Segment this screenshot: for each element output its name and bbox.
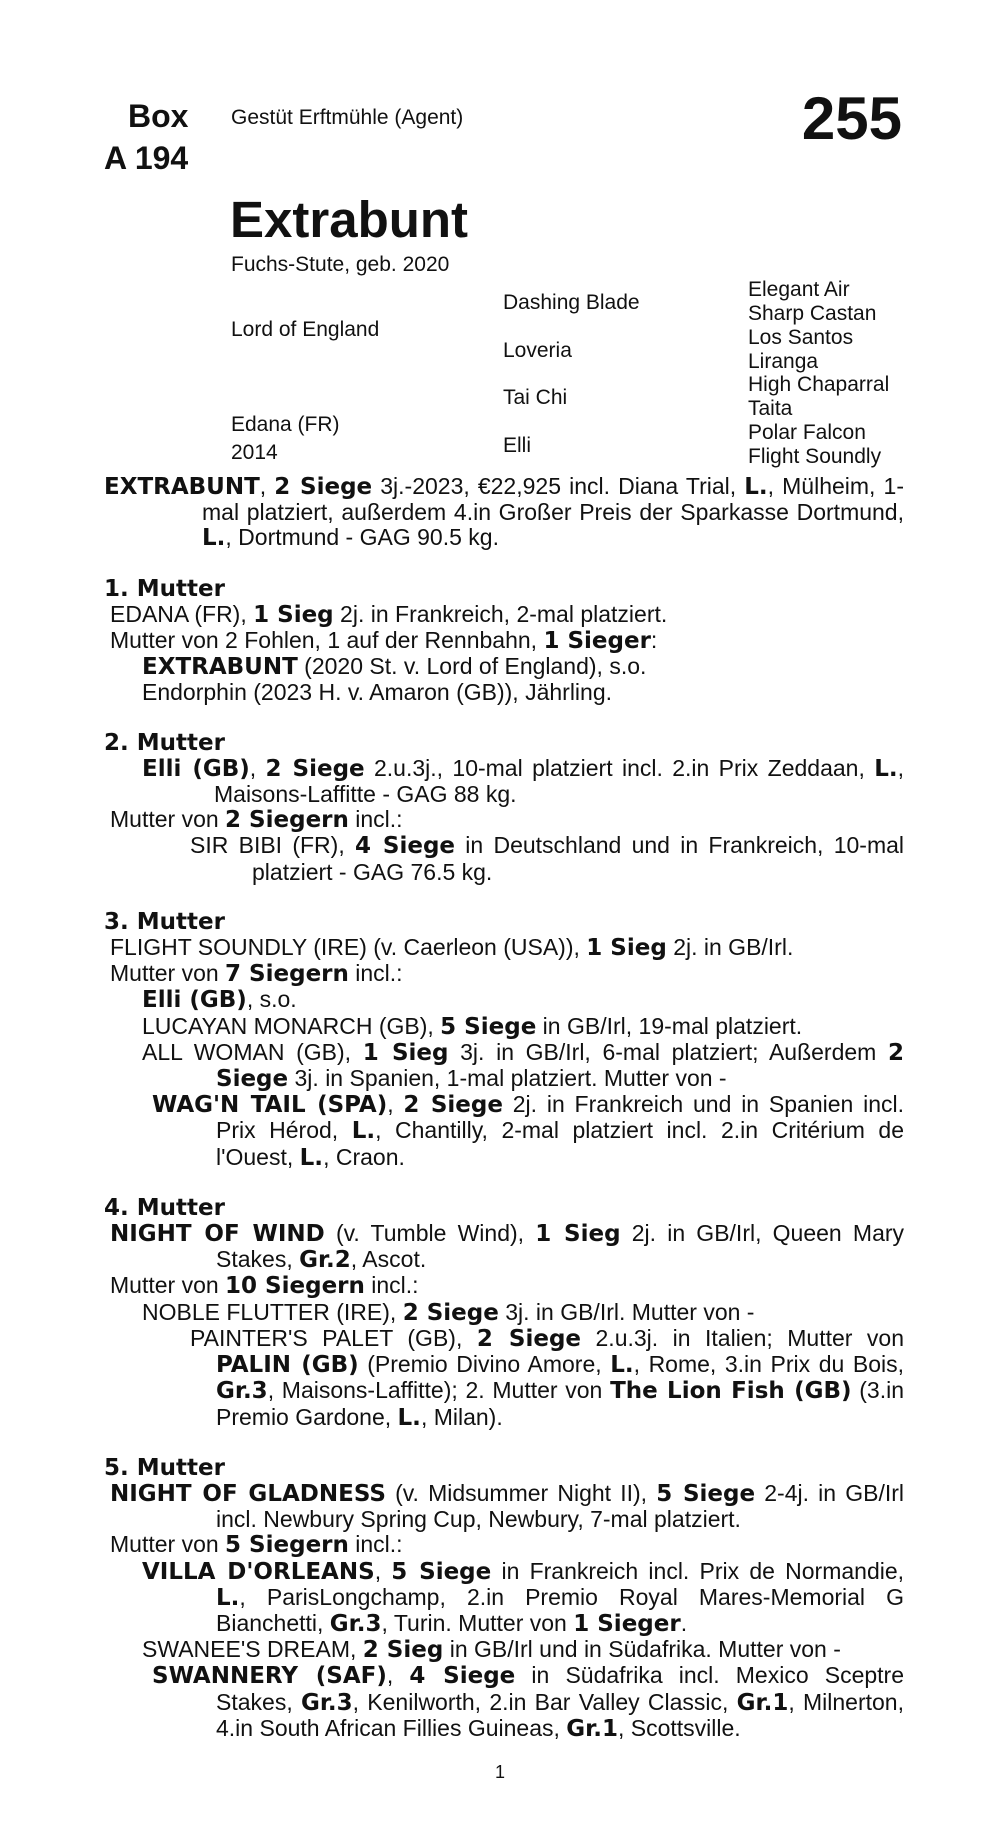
pedigree-great-grandparent: Flight Soundly <box>748 445 882 468</box>
pedigree-sire: Lord of England <box>231 318 380 341</box>
produce-summary: Mutter von 2 Fohlen, 1 auf der Rennbahn, 1 Sieger: <box>110 627 658 655</box>
produce-item: Elli (GB), s.o. <box>142 986 297 1014</box>
dam-entry: Elli (GB), 2 Siege 2.u.3j., 10-mal platziert incl. 2.in Prix Zeddaan, L., Maisons-Laffitte - GAG 88 kg. <box>142 754 904 808</box>
horse-description: Fuchs-Stute, geb. 2020 <box>231 253 450 276</box>
produce-item: SWANNERY (SAF), 4 Siege in Südafrika incl. Mexico Sceptre Stakes, Gr.3, Kenilworth, 2.in Bar Valley Classic, Gr.1, Milnerton, 4.in South African Fillies Guineas, Gr.1, Scottsville. <box>152 1662 905 1742</box>
section-fifth-dam <box>104 1456 904 1742</box>
lot-number: 255 <box>801 85 902 152</box>
section-heading: 1. Mutter <box>104 575 225 602</box>
pedigree-dam: Edana (FR) <box>231 413 340 436</box>
horse-name: Extrabunt <box>230 191 469 248</box>
pedigree-great-grandparent: Liranga <box>748 350 819 373</box>
produce-item: Endorphin (2023 H. v. Amaron (GB)), Jährling. <box>142 679 613 706</box>
produce-item: LUCAYAN MONARCH (GB), 5 Siege in GB/Irl, 19-mal platziert. <box>142 1012 803 1040</box>
produce-summary: Mutter von 2 Siegern incl.: <box>110 806 403 834</box>
section-third-dam <box>104 910 904 1171</box>
produce-item: VILLA D'ORLEANS, 5 Siege in Frankreich incl. Prix de Normandie, L., ParisLongchamp, 2.in Premio Royal Mares-Memorial G Bianchetti, Gr.3, Turin. Mutter von 1 Sieger. <box>142 1557 905 1637</box>
dam-entry: FLIGHT SOUNDLY (IRE) (v. Caerleon (USA)), 1 Sieg 2j. in GB/Irl. <box>110 934 794 962</box>
pedigree-dam-year: 2014 <box>231 441 278 464</box>
pedigree-great-grandparent: High Chaparral <box>748 373 890 396</box>
box-number: A 194 <box>104 140 189 176</box>
produce-item: EXTRABUNT (2020 St. v. Lord of England), s.o. <box>142 653 647 681</box>
pedigree-grandparent: Tai Chi <box>503 386 568 409</box>
dam-entry: EDANA (FR), 1 Sieg 2j. in Frankreich, 2-mal platziert. <box>110 600 668 628</box>
page-number: 1 <box>494 1762 505 1782</box>
pedigree-great-grandparent: Elegant Air <box>748 278 850 301</box>
produce-item: PAINTER'S PALET (GB), 2 Siege 2.u.3j. in Italien; Mutter von PALIN (GB) (Premio Divino Amore, L., Rome, 3.in Prix du Bois, Gr.3, Maisons-Laffitte); 2. Mutter von The Lion Fish (GB) (3.in Premio Gardone, L., Milan). <box>190 1324 904 1431</box>
produce-item: SWANEE'S DREAM, 2 Sieg in GB/Irl und in Südafrika. Mutter von - <box>142 1636 841 1664</box>
dam-entry: NIGHT OF GLADNESS (v. Midsummer Night II), 5 Siege 2-4j. in GB/Irl incl. Newbury Spring Cup, Newbury, 7-mal platziert. <box>110 1479 904 1533</box>
section-heading: 4. Mutter <box>104 1194 225 1221</box>
pedigree-grandparent: Dashing Blade <box>503 291 640 314</box>
pedigree-great-grandparent: Polar Falcon <box>748 421 866 444</box>
section-fourth-dam <box>104 1196 904 1431</box>
pedigree-great-grandparent: Taita <box>748 397 793 420</box>
race-record: EXTRABUNT, 2 Siege 3j.-2023, €22,925 incl. Diana Trial, L., Mülheim, 1-mal platziert, außerdem 4.in Großer Preis der Sparkasse Dortmund, L., Dortmund - GAG 90.5 kg. <box>104 473 905 552</box>
produce-summary: Mutter von 10 Siegern incl.: <box>110 1272 419 1300</box>
produce-item: SIR BIBI (FR), 4 Siege in Deutschland und in Frankreich, 10-mal platziert - GAG 76.5 kg. <box>190 832 905 885</box>
horse-name-caps: EXTRABUNT <box>104 474 260 500</box>
section-heading: 3. Mutter <box>104 908 225 935</box>
produce-summary: Mutter von 5 Siegern incl.: <box>110 1531 403 1559</box>
wins: 2 Siege <box>274 474 373 500</box>
seller: Gestüt Erftmühle (Agent) <box>231 106 464 129</box>
produce-item: WAG'N TAIL (SPA), 2 Siege 2j. in Frankreich und in Spanien incl. Prix Hérod, L., Chantilly, 2-mal platziert incl. 2.in Critérium de l'Ouest, L., Craon. <box>152 1091 905 1171</box>
box-label: Box <box>128 98 189 134</box>
pedigree-grandparent: Elli <box>503 434 532 457</box>
dam-entry: NIGHT OF WIND (v. Tumble Wind), 1 Sieg 2j. in GB/Irl, Queen Mary Stakes, Gr.2, Ascot. <box>110 1220 905 1274</box>
section-heading: 2. Mutter <box>104 729 225 756</box>
section-second-dam <box>104 731 904 885</box>
section-first-dam <box>104 577 904 706</box>
pedigree-great-grandparent: Sharp Castan <box>748 302 877 325</box>
pedigree-great-grandparent: Los Santos <box>748 326 854 349</box>
catalogue-body <box>104 474 904 1742</box>
pedigree-grandparent: Loveria <box>503 339 572 362</box>
produce-summary: Mutter von 7 Siegern incl.: <box>110 960 403 988</box>
section-heading: 5. Mutter <box>104 1454 225 1481</box>
produce-item: NOBLE FLUTTER (IRE), 2 Siege 3j. in GB/Irl. Mutter von - <box>142 1298 755 1326</box>
produce-item: ALL WOMAN (GB), 1 Sieg 3j. in GB/Irl, 6-mal platziert; Außerdem 2 Siege 3j. in Spanien, 1-mal platziert. Mutter von - <box>142 1038 904 1093</box>
